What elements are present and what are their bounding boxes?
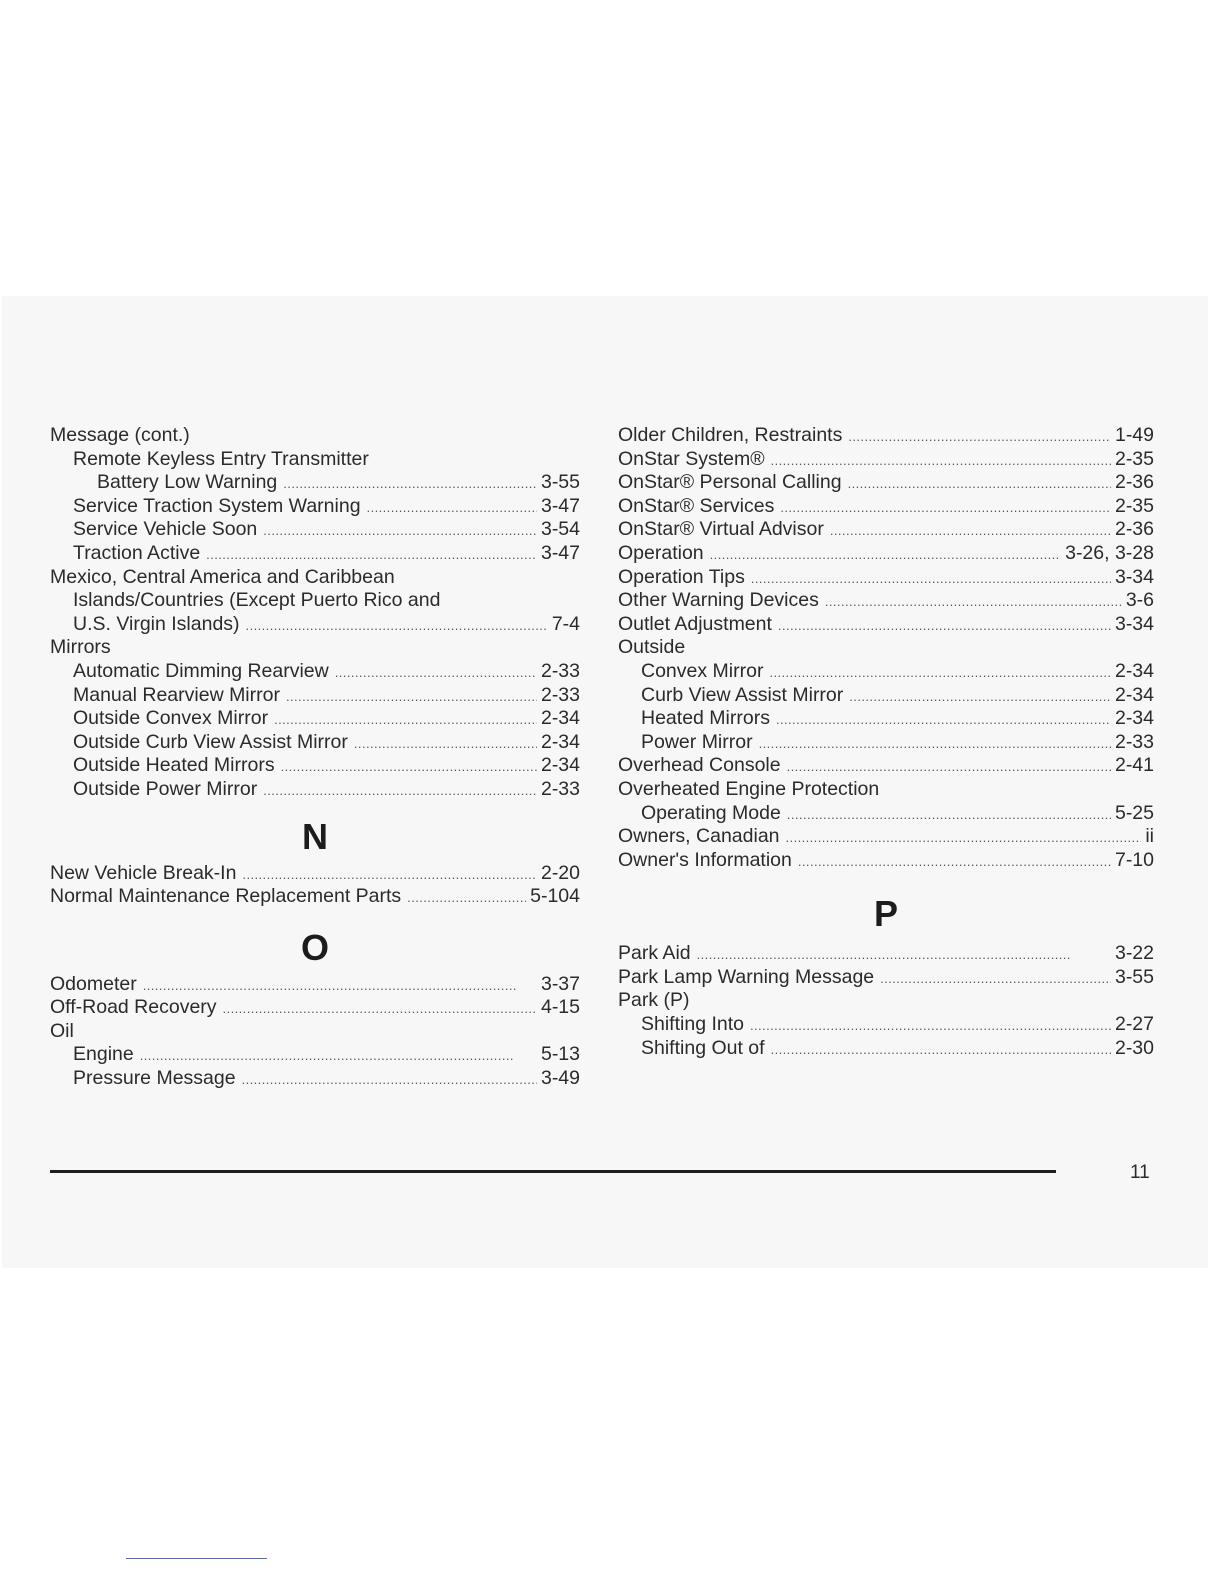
dot-leader (335, 660, 537, 685)
index-entry (50, 613, 580, 637)
index-entry (50, 589, 580, 613)
dot-leader (769, 660, 1111, 685)
index-entry-label: OnStar System® (618, 447, 765, 470)
index-entry-label: Park Lamp Warning Message (618, 965, 875, 988)
index-entry-label: Automatic Dimming Rearview (73, 659, 329, 682)
index-entry-page: ii (1145, 825, 1154, 848)
index-entry (50, 731, 580, 755)
index-entry (618, 825, 1154, 849)
index-entry-page: 2-33 (540, 683, 580, 706)
index-entry (50, 684, 580, 708)
index-column-right (618, 424, 1154, 1060)
dot-leader (848, 424, 1111, 449)
index-entry-page: 3-26, 3-28 (1065, 541, 1154, 564)
dot-leader (263, 778, 537, 803)
index-entry-label: U.S. Virgin Islands) (73, 612, 240, 635)
index-entry (50, 636, 580, 660)
dot-leader (786, 825, 1142, 850)
dot-leader (223, 996, 537, 1021)
index-entry-label: Odometer (50, 972, 137, 995)
index-entry (50, 566, 580, 590)
index-entry-label: Normal Maintenance Replacement Parts (50, 885, 402, 908)
index-entry-label: Shifting Out of (641, 1036, 765, 1059)
index-entry-page: 3-37 (540, 972, 580, 995)
dot-leader (274, 707, 537, 732)
section-letter-p: P (873, 893, 898, 935)
index-entry-page: 2-34 (1114, 659, 1154, 682)
dot-leader (787, 802, 1111, 827)
index-entry-page: 7-10 (1114, 848, 1154, 871)
index-entry (618, 566, 1154, 590)
index-entry-label: OnStar® Services (618, 494, 775, 517)
dot-leader (778, 613, 1111, 638)
index-entry-label: Service Traction System Warning (73, 494, 361, 517)
index-entry-page: 4-15 (540, 996, 580, 1019)
index-entry-label: Other Warning Devices (618, 589, 819, 612)
index-page (2, 296, 1208, 1268)
index-entry-page: 2-33 (540, 777, 580, 800)
index-entry-label: Mirrors (50, 636, 111, 659)
index-entry-page: 2-27 (1114, 1013, 1154, 1036)
index-entry-label: OnStar® Virtual Advisor (618, 518, 824, 541)
index-entry-label: Off-Road Recovery (50, 996, 217, 1019)
index-entry-label: Mexico, Central America and Caribbean (50, 565, 395, 588)
index-entry-label: Manual Rearview Mirror (73, 683, 280, 706)
index-entry-page: 3-6 (1125, 589, 1154, 612)
index-entry-page: 2-34 (540, 730, 580, 753)
index-entry (50, 754, 580, 778)
dot-leader (407, 885, 526, 910)
index-entry-label: Message (cont.) (50, 424, 190, 446)
index-entry (618, 589, 1154, 613)
dot-leader (140, 1043, 537, 1068)
index-entry-page: 2-33 (1114, 730, 1154, 753)
index-entry-label: Traction Active (73, 541, 201, 564)
index-entry (50, 660, 580, 684)
index-entry-page: 2-36 (1114, 518, 1154, 541)
index-entry (50, 471, 580, 495)
dot-leader (759, 731, 1111, 756)
index-entry (618, 778, 1154, 802)
index-entry-label: Outside (618, 636, 686, 659)
footer-rule (50, 1170, 1056, 1173)
index-entry-page: 7-4 (551, 612, 580, 635)
index-entry (50, 862, 580, 886)
dot-leader (798, 849, 1111, 874)
index-entry-label: Older Children, Restraints (618, 424, 843, 446)
index-entry (50, 518, 580, 542)
index-entry-page: 2-33 (540, 659, 580, 682)
index-entry (618, 448, 1154, 472)
index-entry-page: 2-41 (1114, 754, 1154, 777)
index-entry (618, 518, 1154, 542)
index-column-left (50, 424, 580, 1091)
page-number: 11 (1130, 1162, 1150, 1183)
index-entry (618, 613, 1154, 637)
index-entry-label: Service Vehicle Soon (73, 518, 258, 541)
dot-leader (246, 613, 548, 638)
index-entry-page: 5-104 (530, 885, 580, 908)
dot-leader (825, 589, 1122, 614)
index-entry-label: Owner's Information (618, 848, 792, 871)
index-group (50, 973, 580, 1091)
index-entry (50, 778, 580, 802)
index-entry-page: 3-55 (1114, 965, 1154, 988)
index-entry-label: Operating Mode (641, 801, 781, 824)
dot-leader (848, 471, 1111, 496)
index-group (50, 862, 580, 909)
section-letter-o: O (300, 926, 329, 968)
dot-leader (143, 973, 537, 998)
index-entry-label: Owners, Canadian (618, 825, 780, 848)
index-entry-page: 3-47 (540, 494, 580, 517)
index-entry-label: Park Aid (618, 942, 691, 965)
dot-leader (283, 471, 537, 496)
index-entry-label: Shifting Into (641, 1013, 744, 1036)
dot-leader (697, 942, 1111, 967)
index-entry-page: 2-34 (1114, 707, 1154, 730)
index-entry (50, 1020, 580, 1044)
index-entry-label: Outside Heated Mirrors (73, 754, 275, 777)
section-letter-n: N (302, 815, 328, 857)
index-entry (50, 1043, 580, 1067)
index-entry-page: 3-54 (540, 518, 580, 541)
index-entry (618, 542, 1154, 566)
index-entry (50, 1067, 580, 1091)
dot-leader (263, 518, 537, 543)
index-entry-page: 3-47 (540, 541, 580, 564)
index-entry (50, 495, 580, 519)
index-entry (618, 802, 1154, 826)
dot-leader (771, 448, 1111, 473)
index-entry-label: Curb View Assist Mirror (641, 683, 844, 706)
index-entry-label: New Vehicle Break-In (50, 861, 237, 884)
index-entry-page: 3-49 (540, 1067, 580, 1090)
index-entry-page: 3-34 (1114, 565, 1154, 588)
index-entry (618, 636, 1154, 660)
index-entry-label: Outlet Adjustment (618, 612, 772, 635)
index-entry-page: 2-34 (540, 754, 580, 777)
index-entry (618, 707, 1154, 731)
dot-leader (206, 542, 537, 567)
bottom-divider-line (126, 1558, 267, 1559)
index-entry-page: 1-49 (1114, 424, 1154, 446)
dot-leader (771, 1037, 1111, 1062)
index-entry-label: Convex Mirror (641, 659, 764, 682)
index-entry (50, 448, 580, 472)
index-entry-page: 2-20 (540, 861, 580, 884)
index-entry (618, 495, 1154, 519)
index-entry (618, 1037, 1154, 1061)
index-group (50, 424, 580, 802)
dot-leader (780, 495, 1111, 520)
index-entry-page: 2-35 (1114, 494, 1154, 517)
index-entry-label: OnStar® Personal Calling (618, 471, 842, 494)
dot-leader (286, 684, 537, 709)
index-entry (618, 424, 1154, 448)
index-entry-label: Remote Keyless Entry Transmitter (73, 447, 369, 470)
index-entry-label: Operation (618, 541, 704, 564)
index-entry-label: Oil (50, 1019, 74, 1042)
index-entry (50, 885, 580, 909)
index-entry-label: Overheated Engine Protection (618, 777, 880, 800)
index-entry (618, 849, 1154, 873)
index-entry-page: 5-25 (1114, 801, 1154, 824)
index-entry (618, 754, 1154, 778)
index-entry (50, 542, 580, 566)
index-entry (50, 424, 580, 448)
index-entry-page: 2-36 (1114, 471, 1154, 494)
index-entry-page: 2-34 (540, 707, 580, 730)
index-entry (50, 707, 580, 731)
dot-leader (880, 966, 1111, 991)
index-entry (50, 996, 580, 1020)
index-entry-label: Heated Mirrors (641, 707, 770, 730)
index-group (618, 942, 1154, 1060)
index-entry (50, 973, 580, 997)
index-entry-label: Overhead Console (618, 754, 781, 777)
dot-leader (776, 707, 1111, 732)
index-entry-page: 2-34 (1114, 683, 1154, 706)
index-entry (618, 731, 1154, 755)
index-entry (618, 966, 1154, 990)
dot-leader (787, 754, 1111, 779)
index-entry-label: Outside Convex Mirror (73, 707, 269, 730)
dot-leader (242, 862, 537, 887)
index-entry-label: Pressure Message (73, 1067, 236, 1090)
dot-leader (849, 684, 1111, 709)
index-entry-label: Park (P) (618, 989, 690, 1012)
dot-leader (367, 495, 537, 520)
index-group (618, 424, 1154, 872)
index-entry-label: Operation Tips (618, 565, 745, 588)
dot-leader (242, 1067, 537, 1092)
index-entry-page: 2-35 (1114, 447, 1154, 470)
index-entry-label: Power Mirror (641, 730, 753, 753)
index-entry-page: 3-22 (1114, 942, 1154, 965)
dot-leader (354, 731, 537, 756)
index-entry (618, 684, 1154, 708)
dot-leader (830, 518, 1111, 543)
index-entry-label: Outside Power Mirror (73, 777, 258, 800)
dot-leader (281, 754, 537, 779)
index-entry-page: 2-30 (1114, 1036, 1154, 1059)
index-entry (618, 942, 1154, 966)
index-entry-page: 3-55 (540, 471, 580, 494)
dot-leader (750, 1013, 1111, 1038)
index-entry-label: Islands/Countries (Except Puerto Rico and (73, 589, 441, 612)
index-entry (618, 989, 1154, 1013)
index-entry (618, 471, 1154, 495)
index-entry-label: Engine (73, 1043, 134, 1066)
index-entry-page: 3-34 (1114, 612, 1154, 635)
index-entry-label: Outside Curb View Assist Mirror (73, 730, 348, 753)
index-entry (618, 660, 1154, 684)
dot-leader (710, 542, 1061, 567)
index-entry-page: 5-13 (540, 1043, 580, 1066)
dot-leader (751, 566, 1111, 591)
index-entry-label: Battery Low Warning (97, 471, 278, 494)
index-entry (618, 1013, 1154, 1037)
